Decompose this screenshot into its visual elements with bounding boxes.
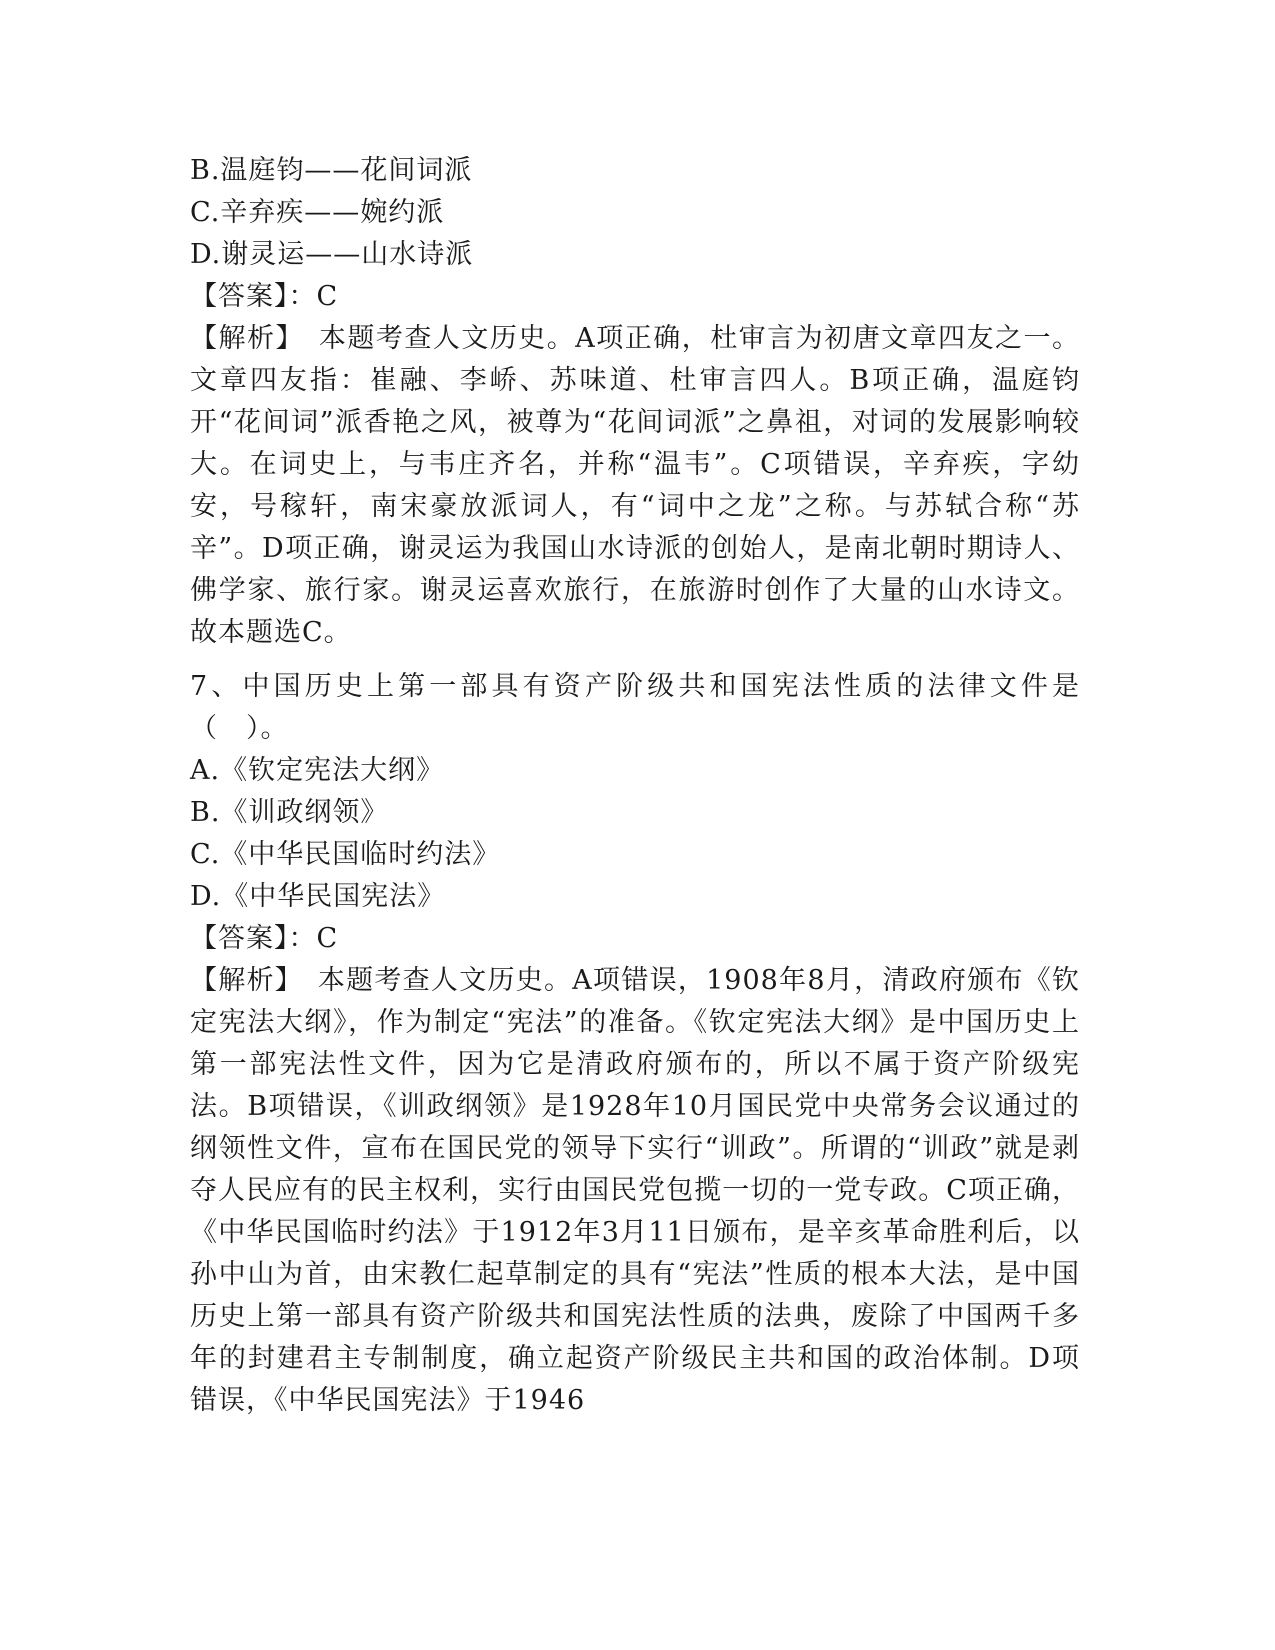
q7-analysis: 【解析】 本题考查人文历史。A项错误，1908年8月，清政府颁布《钦定宪法大纲》，作为制定“宪法”的准备。《钦定宪法大纲》是中国历史上第一部宪法性文件，因为它是清政府颁布的，所以不属于资产阶级宪法。B项错误，《训政纲领》是1928年10月国民党中央常务会议通过的纲领性文件，宣布在国民党的领导下实行“训政”。所谓的“训政”就是剥夺人民应有的民主权利，实行由国民党包揽一切的一党专政。C项正确，《中华民国临时约法》于1912年3月11日颁布，是辛亥革命胜利后，以孙中山为首，由宋教仁起草制定的具有“宪法”性质的根本大法，是中国历史上第一部具有资产阶级共和国宪法性质的法典，废除了中国两千多年的封建君主专制制度，确立起资产阶级民主共和国的政治体制。D项错误，《中华民国宪法》于1946	[190, 965, 1080, 1416]
q6-analysis: 【解析】 本题考查人文历史。A项正确，杜审言为初唐文章四友之一。文章四友指：崔融、李峤、苏味道、杜审言四人。B项正确，温庭钧开“花间词”派香艳之风，被尊为“花间词派”之鼻祖，对词的发展影响较大。在词史上，与韦庄齐名，并称“温韦”。C项错误，辛弃疾，字幼安，号稼轩，南宋豪放派词人，有“词中之龙”之称。与苏轼合称“苏辛”。D项正确，谢灵运为我国山水诗派的创始人，是南北朝时期诗人、佛学家、旅行家。谢灵运喜欢旅行，在旅游时创作了大量的山水诗文。故本题选C。	[190, 323, 1080, 648]
q6-option-b: B.温庭钧——花间词派	[190, 155, 473, 186]
q6-option-d: D.谢灵运——山水诗派	[190, 239, 474, 270]
q7-option-b: B.《训政纲领》	[190, 797, 389, 828]
q7-option-c: C.《中华民国临时约法》	[190, 839, 501, 870]
question-gap	[190, 654, 1080, 666]
q7-option-a: A.《钦定宪法大纲》	[190, 755, 445, 786]
q7-answer: 【答案】：C	[190, 923, 339, 954]
q6-answer: 【答案】：C	[190, 281, 339, 312]
document-page	[190, 150, 1080, 1422]
q7-option-d: D.《中华民国宪法》	[190, 881, 446, 912]
q7-stem: 7、中国历史上第一部具有资产阶级共和国宪法性质的法律文件是（ ）。	[190, 671, 1080, 744]
q6-option-c: C.辛弃疾——婉约派	[190, 197, 445, 228]
